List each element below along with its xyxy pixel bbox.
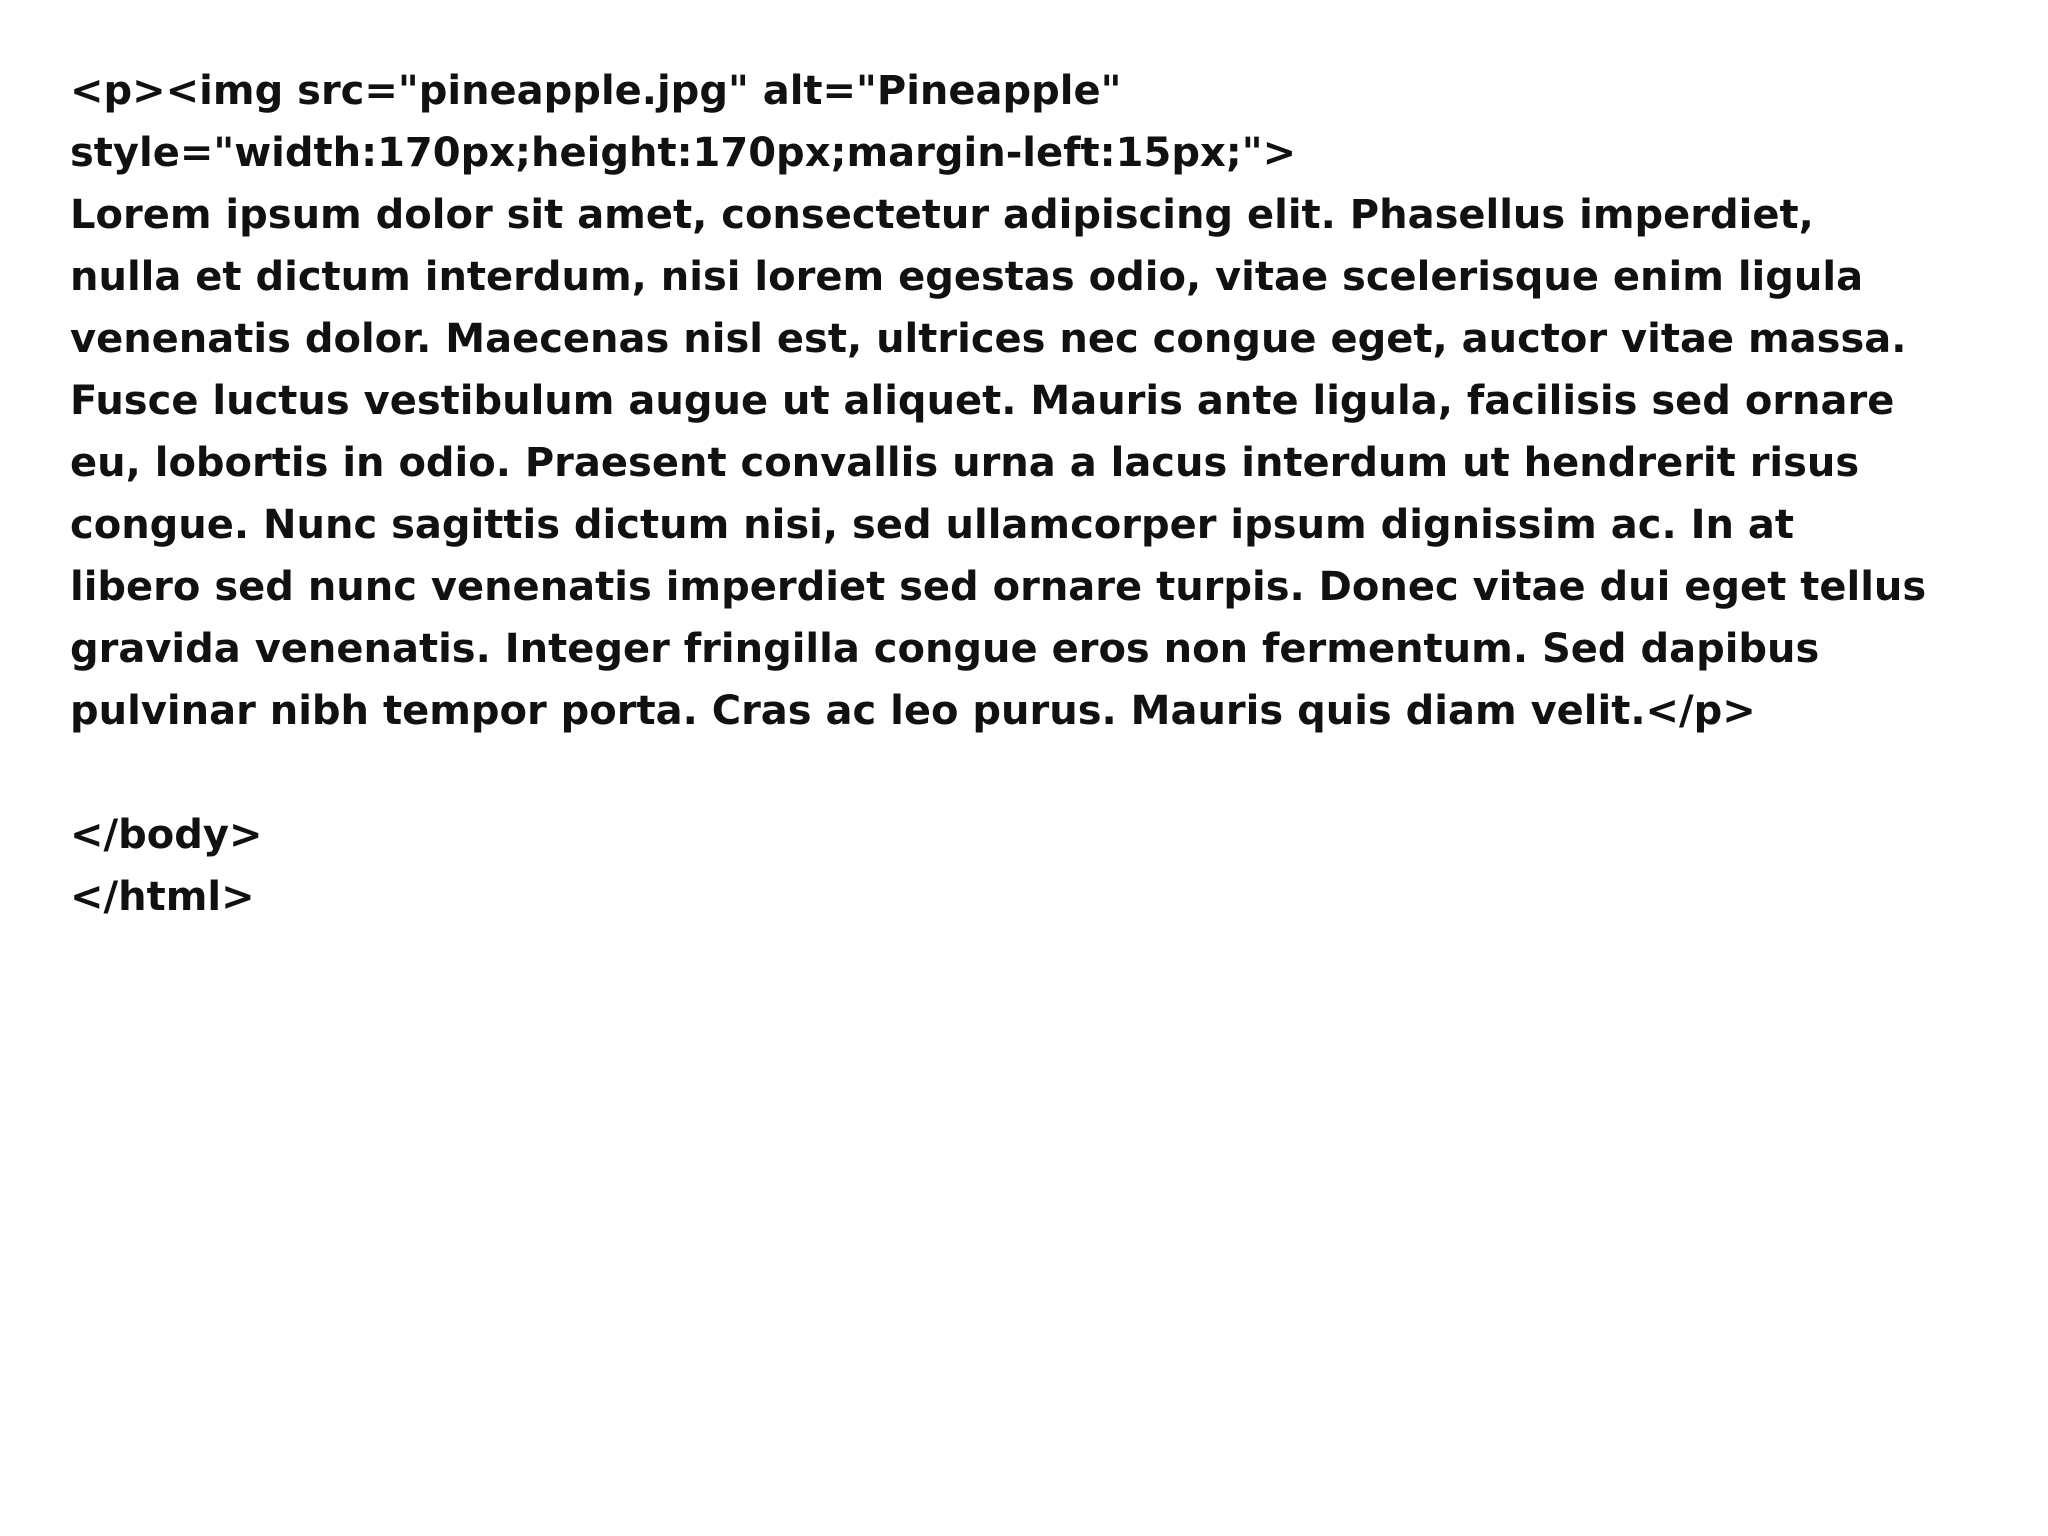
code-line: libero sed nunc venenatis imperdiet sed ornare turpis. Donec vitae dui eget tellus — [70, 564, 1927, 610]
code-line: gravida venenatis. Integer fringilla congue eros non fermentum. Sed dapibus — [70, 626, 1820, 672]
code-line: pulvinar nibh tempor porta. Cras ac leo purus. Mauris quis diam velit.</p> — [70, 688, 1756, 734]
code-line: style="width:170px;height:170px;margin-left:15px;"> — [70, 130, 1297, 176]
code-line: Fusce luctus vestibulum augue ut aliquet. Mauris ante ligula, facilisis sed ornare — [70, 378, 1895, 424]
code-line: Lorem ipsum dolor sit amet, consectetur adipiscing elit. Phasellus imperdiet, — [70, 192, 1814, 238]
blank-line — [70, 742, 2030, 804]
code-line: </body> — [70, 812, 263, 858]
code-line: congue. Nunc sagittis dictum nisi, sed ullamcorper ipsum dignissim ac. In at — [70, 502, 1794, 548]
code-line: <p><img src="pineapple.jpg" alt="Pineapple" — [70, 68, 1122, 114]
code-line: venenatis dolor. Maecenas nisl est, ultrices nec congue eget, auctor vitae massa. — [70, 316, 1907, 362]
code-line: </html> — [70, 874, 255, 920]
code-line: eu, lobortis in odio. Praesent convallis urna a lacus interdum ut hendrerit risus — [70, 440, 1860, 486]
code-listing — [70, 60, 2030, 928]
code-line: nulla et dictum interdum, nisi lorem egestas odio, vitae scelerisque enim ligula — [70, 254, 1864, 300]
